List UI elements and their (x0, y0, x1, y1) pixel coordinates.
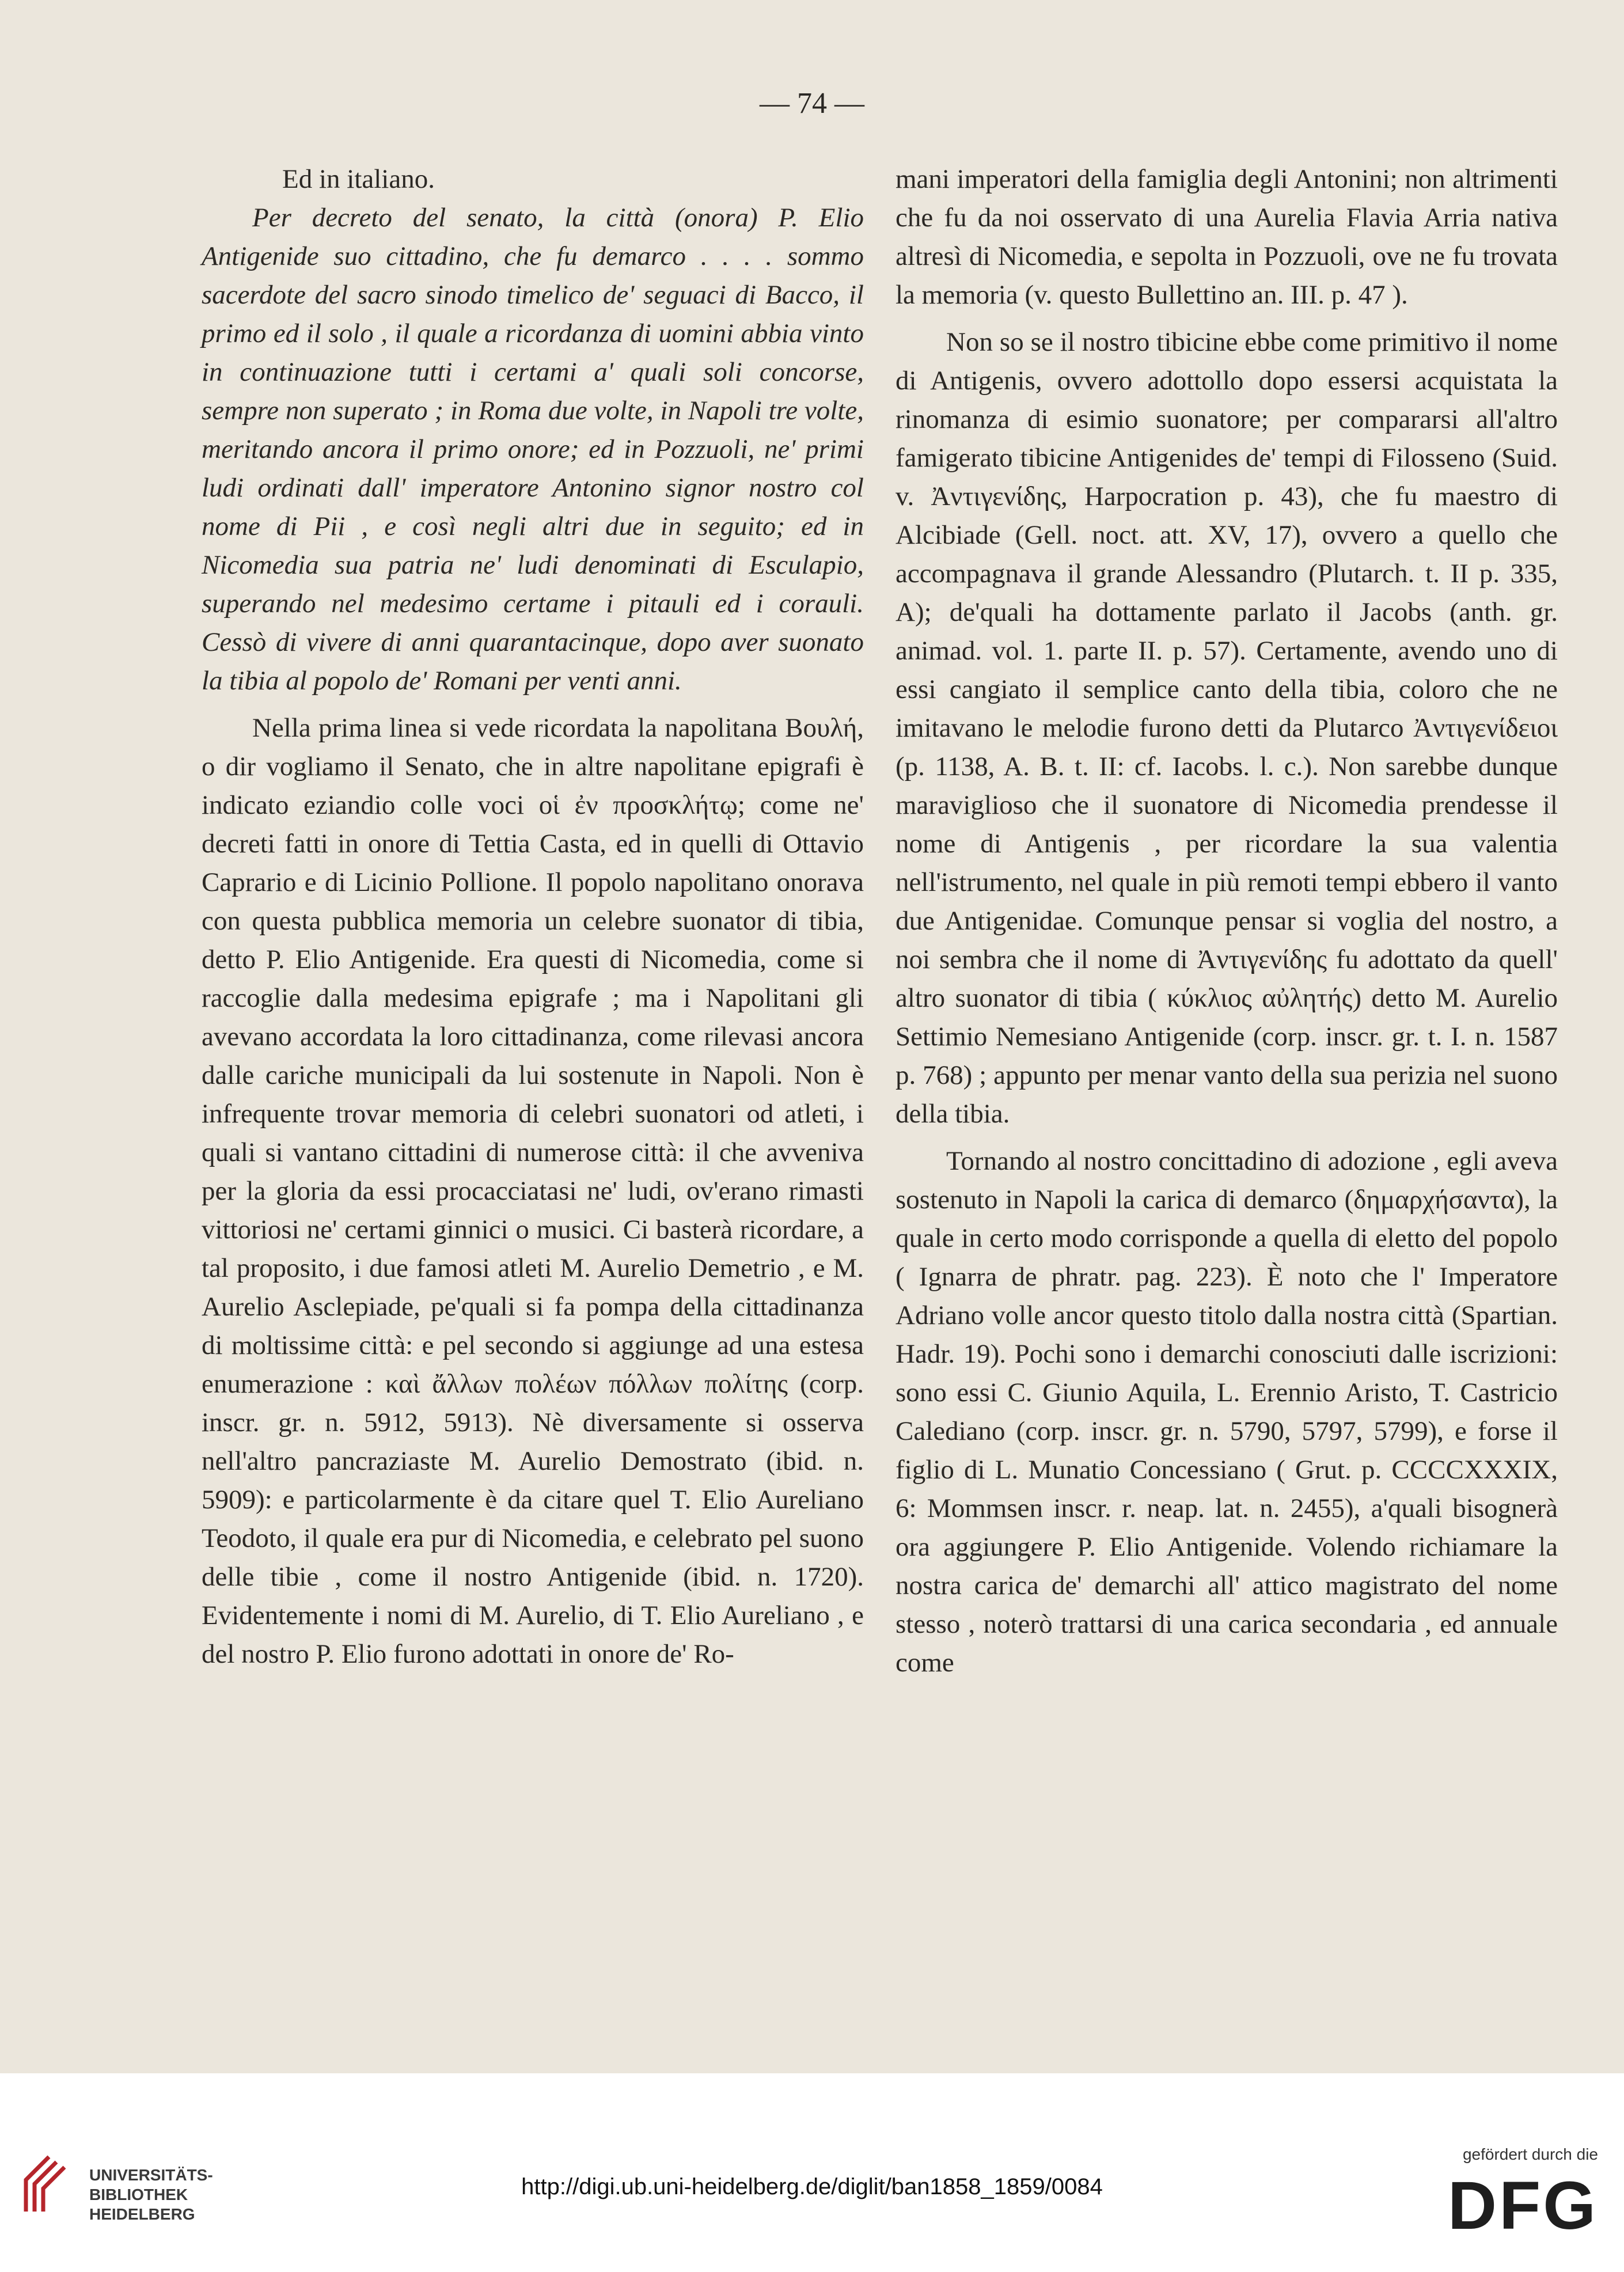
page-number: — 74 — (760, 87, 864, 120)
paragraph-demarch: Tornando al nostro concittadino di adozione , egli aveva sostenuto in Napoli la carica di demarco (δημαρχήσαντα), la quale in certo modo corrisponde a quella di eletto del popolo ( Ignarra de phratr. pag. 223). È noto che l' Imperatore Adriano volle ancor questo titolo dalla nostra città (Spartian. Hadr. 19). Pochi sono i demarchi conosciuti dalle iscrizioni: sono essi C. Giunio Aquila, L. Erennio Aristo, T. Castricio Calediano (corp. inscr. gr. n. 5790, 5797, 5799), e forse il figlio di L. Munatio Concessiano ( Grut. p. CCCCXXXIX, 6: Mommsen inscr. r. neap. lat. n. 2455), a'quali bisognerà ora aggiungere P. Elio Antigenide. Volendo richiamare la nostra carica de' demarchi all' attico magistrato del nome stesso , noterò trattarsi di una carica secondaria , ed annuale come (896, 1146, 1558, 1678)
source-url-link[interactable]: http://digi.ub.uni-heidelberg.de/diglit/ban1858_1859/0084 (521, 2174, 1103, 2199)
left-column (202, 160, 864, 1682)
paragraph-name-origin: Non so se il nostro tibicine ebbe come primitivo il nome di Antigenis, ovvero adottollo dopo essersi acquistata la rinomanza di esimio suonatore; per compararsi all'altro famigerato tibicine Antigenides de' tempi di Filosseno (Suid. v. Ἀντιγενίδης, Harpocration p. 43), che fu maestro di Alcibiade (Gell. noct. att. XV, 17), ovvero a quello che accompagnava il grande Alessandro (Plutarch. t. II p. 335, A); de'quali ha dottamente parlato il Jacobs (anth. gr. animad. vol. 1. parte II. p. 57). Certamente, avendo uno di essi cangiato il semplice canto della tibia, coloro che ne imitavano le melodie furono detti da Plutarco Ἀντιγενίδειοι (p. 1138, A. B. t. II: cf. Iacobs. l. c.). Non sarebbe dunque maraviglioso che il suonatore di Nicomedia prendesse il nome di Antigenis , per ricordare la sua valentia nell'istrumento, nel quale in più remoti tempi ebbero il vanto due Antigenidae. Comunque pensar si voglia del nostro, a noi sembra che il nome di Ἀντιγενίδης fu adottato da quell' altro suonator di tibia ( κύκλιος αὐλητής) detto M. Aurelio Settimio Nemesiano Antigenide (corp. inscr. gr. t. I. n. 1587 p. 768) ; appunto per menar vanto della sua perizia nel suono della tibia. (896, 327, 1558, 1129)
paragraph-commentary: Nella prima linea si vede ricordata la napolitana Βουλή, o dir vogliamo il Senato, che in altre napolitane epigrafi è indicato eziandio colle voci οἱ ἐν προσκλήτῳ; come ne' decreti fatti in onore di Tettia Casta, ed in quelli di Ottavio Caprario e di Licinio Pollione. Il popolo napolitano onorava con questa pubblica memoria un celebre suonator di tibia, detto P. Elio Antigenide. Era questi di Nicomedia, come si raccoglie dalla medesima epigrafe ; ma i Napolitani gli avevano accordata la loro cittadinanza, come rilevasi ancora dalle cariche municipali da lui sostenute in Napoli. Non è infrequente trovar memoria di celebri suonatori od atleti, i quali si vantano cittadini di numerose città: il che avveniva per la gloria da essi procacciatasi ne' ludi, ov'erano rimasti vittoriosi ne' certami ginnici o musici. Ci basterà ricordare, a tal proposito, i due famosi atleti M. Aurelio Demetrio , e M. Aurelio Asclepiade, pe'quali si fa pompa della cittadinanza di moltissime città: e pel secondo si aggiunge ad una estesa enumerazione : καὶ ἄλλων πολέων πόλλων πολίτης (corp. inscr. gr. n. 5912, 5913). Nè diversamente si osserva nell'altro pancraziaste M. Aurelio Demostrato (ibid. n. 5909): e particolarmente è da citare quel T. Elio Aureliano Teodoto, il quale era pur di Nicomedia, e celebrato pel suono delle tibie , come il nostro Antigenide (ibid. n. 1720). Evidentemente i nomi di M. Aurelio, di T. Elio Aureliano , e del nostro P. Elio furono adottati in onore de' Ro- (202, 713, 864, 1669)
right-column (896, 160, 1558, 1691)
footer-bar (0, 2073, 1624, 2272)
logo-line: UNIVERSITÄTS- (89, 2166, 213, 2184)
logo-line: BIBLIOTHEK (89, 2186, 188, 2203)
paragraph-intro: Ed in italiano. (282, 164, 435, 194)
paragraph-continuation: mani imperatori della famiglia degli Antonini; non altrimenti che fu da noi osservato di una Aurelia Flavia Arria nativa altresì di Nicomedia, e sepolta in Pozzuoli, ove ne fu trovata la memoria (v. questo Bullettino an. III. p. 47 ). (896, 164, 1558, 310)
paragraph-translation: Per decreto del senato, la città (onora) P. Elio Antigenide suo cittadino, che fu demarco . . . . sommo sacerdote del sacro sinodo timelico de' seguaci di Bacco, il primo ed il solo , il quale a ricordanza di uomini abbia vinto in continuazione tutti i certami a' quali soli concorse, sempre non superato ; in Roma due volte, in Napoli tre volte, meritando ancora il primo onore; ed in Pozzuoli, ne' primi ludi ordinati dall' imperatore Antonino signor nostro col nome di Pii , e così negli altri due in seguito; ed in Nicomedia sua patria ne' ludi denominati di Esculapio, superando nel medesimo certame i pitauli ed i corauli. Cessò di vivere di anni quarantacinque, dopo aver suonato la tibia al popolo de' Romani per venti anni. (202, 203, 864, 696)
funded-by-label: gefördert durch die (1462, 2145, 1598, 2163)
dfg-logo: DFG (1447, 2168, 1598, 2244)
logo-line: HEIDELBERG (89, 2205, 195, 2223)
